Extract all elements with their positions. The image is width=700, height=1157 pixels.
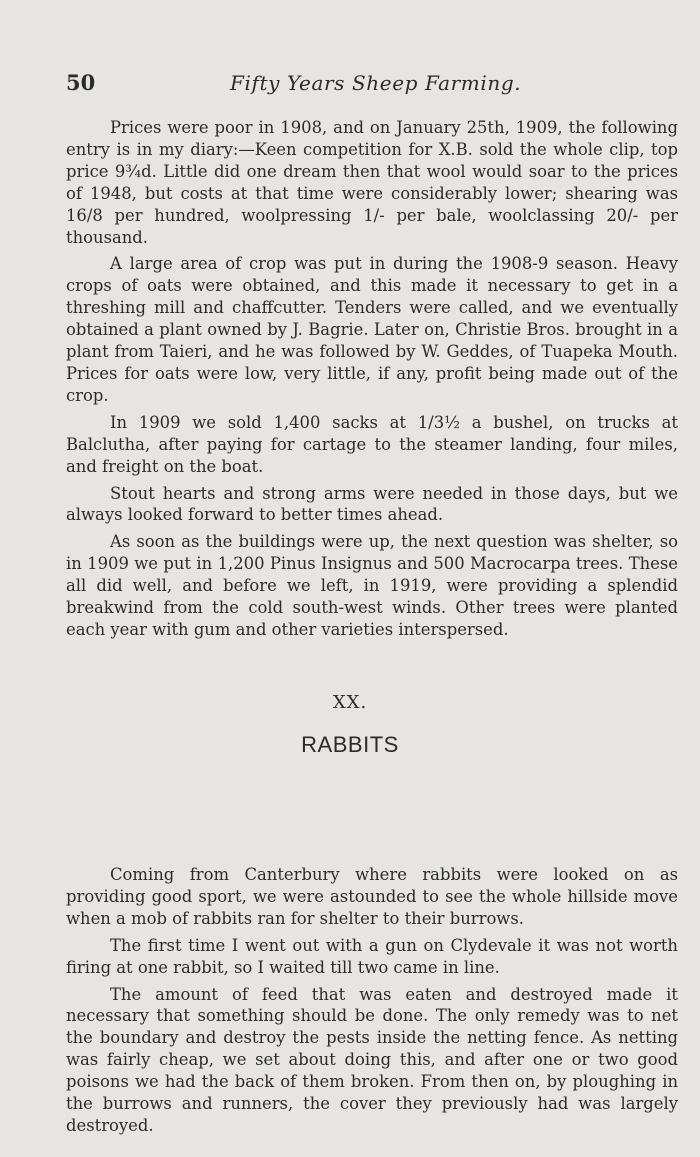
page-number: 50	[66, 70, 96, 95]
paragraph-first-gun: The first time I went out with a gun on Clydevale it was not worth firing at one rabbit, so I waited till two came in line.	[66, 935, 678, 977]
paragraph-feed-destroyed: The amount of feed that was eaten and destroyed made it necessary that something should be done. The only remedy was to net the boundary and destroy the pests inside the netting fence. As netting was fairly cheap, we set about doing this, and after one or two good poisons we had the back of them broken. From then on, by ploughing in the burrows and runners, the cover they previously had was largely destroyed.	[66, 984, 678, 1135]
running-title: Fifty Years Sheep Farming.	[230, 71, 522, 95]
paragraph-shelter-trees: As soon as the buildings were up, the next question was shelter, so in 1909 we put in 1,200 Pinus Insignus and 500 Macrocarpa trees. These all did well, and before we left, in 1919, were providing a splendid breakwind from the cold south-west winds. Other trees were planted each year with gum and other varieties interspersed.	[66, 532, 678, 639]
paragraph-oats-sale: In 1909 we sold 1,400 sacks at 1/3½ a bushel, on trucks at Balclutha, after paying for cartage to the steamer landing, four miles, and freight on the boat.	[66, 412, 678, 476]
chapter-number: XX.	[332, 692, 368, 713]
section-two-text	[66, 864, 678, 1142]
paragraph-wool-prices: Prices were poor in 1908, and on January 25th, 1909, the following entry is in my diary:—Keen competition for X.B. sold the whole clip, top price 9¾d. Little did one dream then that wool would soar to the prices of 1948, but costs at that time were considerably lower; shearing was 16/8 per hundred, woolpressing 1/- per bale, woolclassing 20/- per thousand.	[66, 118, 678, 247]
paragraph-canterbury-rabbits: Coming from Canterbury where rabbits were looked on as providing good sport, we were astounded to see the whole hillside move when a mob of rabbits ran for shelter to their burrows.	[66, 865, 678, 928]
section-one-text	[66, 117, 678, 646]
paragraph-stout-hearts: Stout hearts and strong arms were needed in those days, but we always looked forward to better times ahead.	[66, 483, 678, 525]
chapter-title: RABBITS	[301, 732, 399, 757]
paragraph-crop-season: A large area of crop was put in during the 1908-9 season. Heavy crops of oats were obtained, and this made it necessary to get in a threshing mill and chaffcutter. Tenders were called, and we eventually obtained a plant owned by J. Bagrie. Later on, Christie Bros. brought in a plant from Taieri, and he was followed by W. Geddes, of Tuapeka Mouth. Prices for oats were low, very little, if any, profit being made out of the crop.	[66, 254, 678, 405]
running-head	[66, 70, 680, 100]
